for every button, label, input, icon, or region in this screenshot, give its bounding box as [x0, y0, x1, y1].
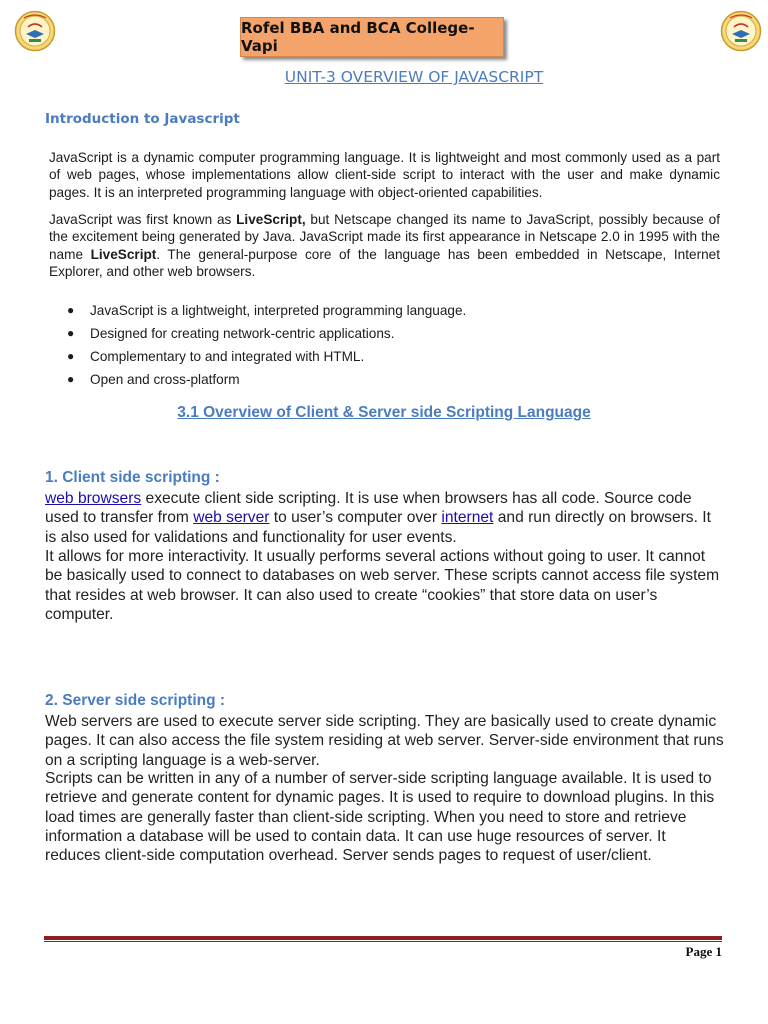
para2-text-b: but Netscape changed its name to JavaScript, possibly because of the excitement being generated by Java. JavaScript made its first appearance in Netscape 2.0 in 1995 with the name	[49, 212, 720, 262]
para2-bold-livescript-2: LiveScript	[90, 246, 157, 262]
footer-divider-thin	[44, 941, 722, 942]
college-name: Rofel BBA and BCA College-Vapi	[241, 19, 475, 55]
feature-bullet-list	[49, 299, 720, 391]
client-side-heading: 1. Client side scripting :	[45, 469, 220, 486]
footer-divider	[44, 936, 722, 940]
internet-link[interactable]: internet	[441, 509, 494, 527]
bullet-text: Complementary to and integrated with HTML.	[90, 349, 365, 364]
college-emblem-icon	[720, 10, 762, 52]
college-emblem-icon	[14, 10, 56, 52]
intro-heading: Introduction to Javascript	[45, 111, 240, 127]
server-side-paragraph-2: Scripts can be written in any of a number of server-side scripting language available. It is used to retrieve and generate content for dynamic pages. It is used to require to download plugins. In this load times are generally faster than client-side scripting. When you need to store and retrieve information a database will be used to contain data. It can use huge resources of server. It reduces client-side computation overhead. Server sends pages to request of user/client.	[45, 770, 715, 865]
web-browsers-link[interactable]: web browsers	[45, 490, 142, 507]
para2-text-a: JavaScript was first known as	[49, 212, 237, 227]
bullet-text: Designed for creating network-centric applications.	[90, 326, 395, 341]
bullet-text: Open and cross-platform	[90, 372, 240, 387]
server-side-paragraph-1: Web servers are used to execute server side scripting. They are basically used to create dynamic pages. It can also access the file system residing at web server. Server-side environment that runs on a scripting language is a web-server.	[45, 713, 724, 769]
list-item	[49, 345, 720, 368]
unit-title: UNIT-3 OVERVIEW OF JAVASCRIPT	[284, 68, 544, 86]
bullet-dot-icon: ●	[67, 372, 75, 386]
para2-bold-livescript-1: LiveScript,	[236, 212, 306, 227]
list-item	[49, 368, 720, 391]
college-logo-left	[14, 10, 56, 52]
server-side-heading: 2. Server side scripting :	[45, 692, 226, 709]
client-side-paragraph-1	[45, 489, 725, 547]
college-logo-right	[720, 10, 762, 52]
bullet-text: JavaScript is a lightweight, interpreted programming language.	[90, 303, 467, 318]
list-item	[49, 322, 720, 345]
client-text-1: execute client side scripting. It is use when browsers has all code. Source code used to transfer from	[45, 490, 692, 527]
client-text-2: to user’s computer over	[269, 509, 442, 527]
section-title: 3.1 Overview of Client & Server side Scripting Language	[177, 404, 591, 421]
intro-paragraph-1: JavaScript is a dynamic computer programming language. It is lightweight and most commonly used as a part of web pages, whose implementations allow client-side script to interact with the user and make dynamic pages. It is an interpreted programming language with object-oriented capabilities.	[49, 150, 720, 200]
bullet-dot-icon: ●	[67, 303, 75, 317]
list-item	[49, 299, 720, 322]
para2-text-c: . The general-purpose core of the language has been embedded in Netscape, Internet Explorer, and other web browsers.	[49, 246, 720, 280]
bullet-dot-icon: ●	[67, 326, 75, 340]
web-server-link[interactable]: web server	[193, 509, 270, 527]
client-text-3: and run directly on browsers. It is also used for validations and functionality for user events.	[45, 509, 711, 546]
client-side-paragraph-2: It allows for more interactivity. It usually performs several actions without going to user. It cannot be basically used to connect to databases on web server. These scripts cannot access file system that resides at web browser. It can also used to create “cookies” that store data on user’s computer.	[45, 548, 720, 623]
page-number: Page 1	[685, 944, 722, 959]
intro-paragraph-2	[49, 211, 720, 281]
college-name-banner	[240, 17, 504, 57]
bullet-dot-icon: ●	[67, 349, 75, 363]
